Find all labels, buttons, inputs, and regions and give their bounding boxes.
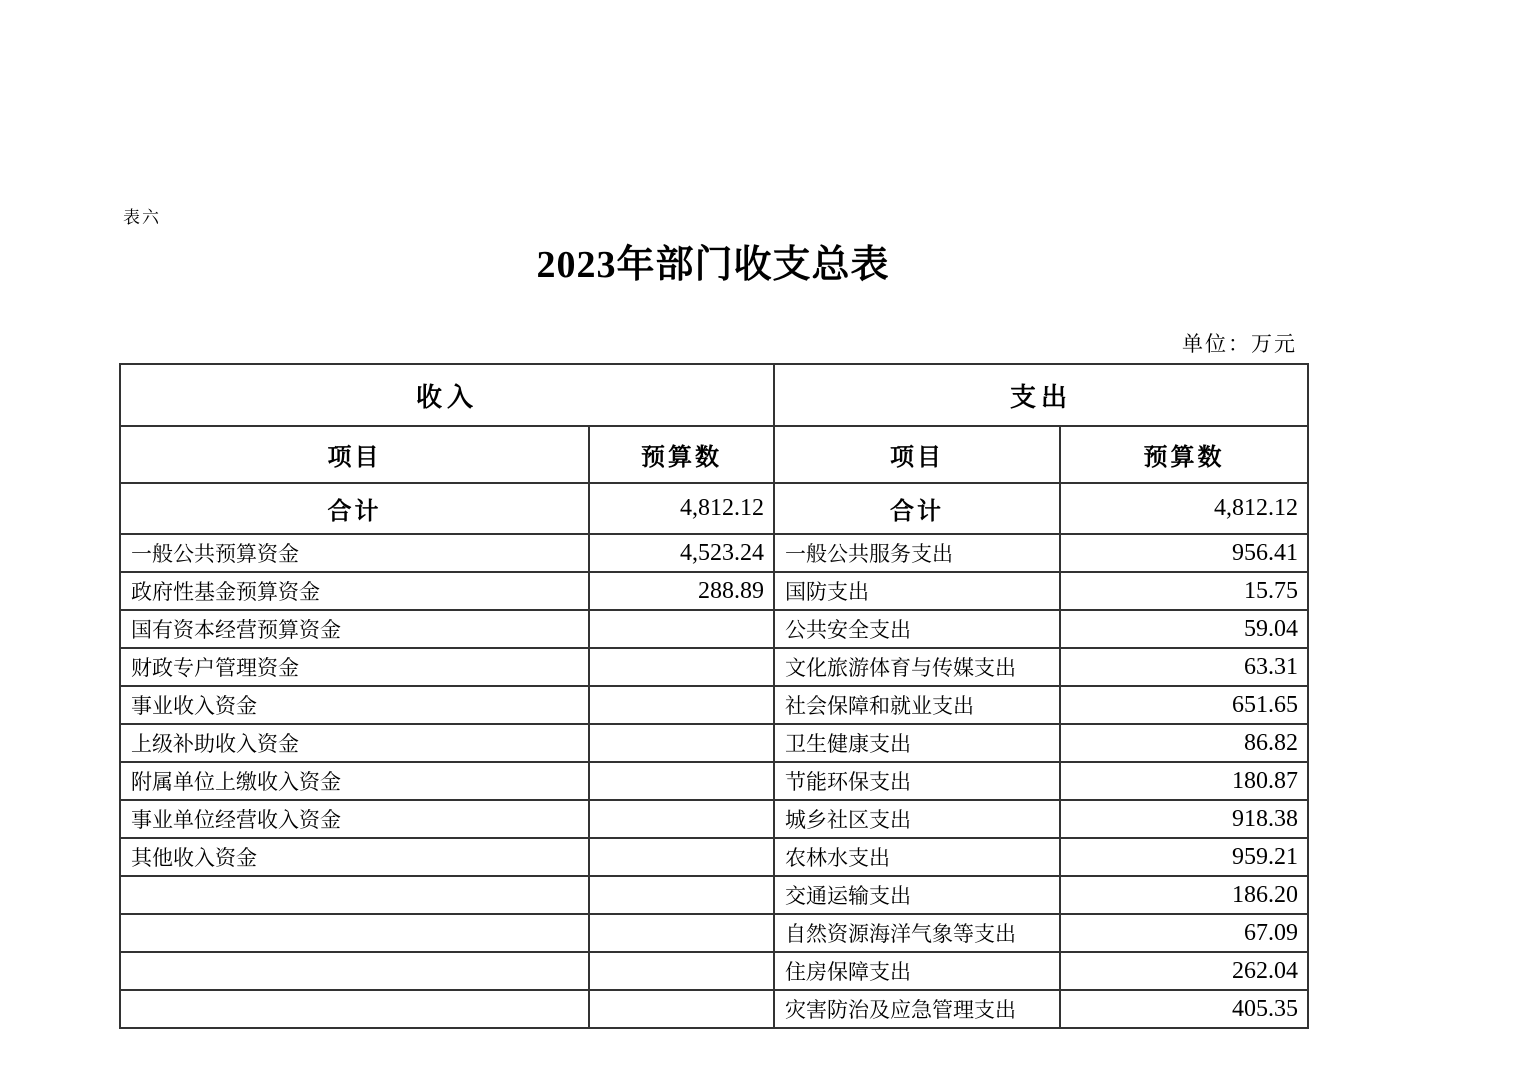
expense-item-cell: 住房保障支出	[774, 952, 1060, 990]
expense-budget-cell: 186.20	[1060, 876, 1308, 914]
income-budget-cell	[589, 610, 774, 648]
expense-item-cell: 卫生健康支出	[774, 724, 1060, 762]
income-item-cell: 事业单位经营收入资金	[120, 800, 589, 838]
income-item-cell: 事业收入资金	[120, 686, 589, 724]
expense-budget-cell: 918.38	[1060, 800, 1308, 838]
income-budget-cell: 4,812.12	[589, 483, 774, 534]
expense-budget-cell: 4,812.12	[1060, 483, 1308, 534]
income-item-cell	[120, 952, 589, 990]
expense-item-cell: 一般公共服务支出	[774, 534, 1060, 572]
table-number-label: 表六	[123, 208, 161, 227]
expense-section-header: 支出	[774, 364, 1308, 426]
income-budget-cell	[589, 762, 774, 800]
expense-item-cell: 城乡社区支出	[774, 800, 1060, 838]
table-row	[120, 762, 1308, 800]
income-item-cell: 国有资本经营预算资金	[120, 610, 589, 648]
income-budget-cell: 288.89	[589, 572, 774, 610]
income-budget-cell	[589, 952, 774, 990]
income-item-cell	[120, 914, 589, 952]
income-budget-cell	[589, 800, 774, 838]
expense-item-cell: 文化旅游体育与传媒支出	[774, 648, 1060, 686]
table-row	[120, 914, 1308, 952]
expense-budget-cell: 956.41	[1060, 534, 1308, 572]
expense-budget-cell: 63.31	[1060, 648, 1308, 686]
unit-note: 单位：万元	[1182, 332, 1297, 356]
income-budget-cell	[589, 838, 774, 876]
income-item-cell: 财政专户管理资金	[120, 648, 589, 686]
expense-budget-cell: 651.65	[1060, 686, 1308, 724]
table-row	[120, 876, 1308, 914]
expense-budget-cell: 86.82	[1060, 724, 1308, 762]
table-row	[120, 534, 1308, 572]
income-item-cell: 上级补助收入资金	[120, 724, 589, 762]
table-row	[120, 572, 1308, 610]
expense-item-cell: 公共安全支出	[774, 610, 1060, 648]
income-item-cell: 附属单位上缴收入资金	[120, 762, 589, 800]
expense-item-cell: 社会保障和就业支出	[774, 686, 1060, 724]
expense-item-cell: 农林水支出	[774, 838, 1060, 876]
table-row	[120, 838, 1308, 876]
income-budget-cell: 4,523.24	[589, 534, 774, 572]
expense-budget-cell: 67.09	[1060, 914, 1308, 952]
table-row	[120, 686, 1308, 724]
section-header-row	[120, 364, 1308, 426]
expense-item-cell: 自然资源海洋气象等支出	[774, 914, 1060, 952]
expense-budget-cell: 59.04	[1060, 610, 1308, 648]
income-item-cell: 政府性基金预算资金	[120, 572, 589, 610]
income-section-header: 收入	[120, 364, 774, 426]
table-row	[120, 724, 1308, 762]
table-row	[120, 990, 1308, 1028]
expense-item-header: 项目	[774, 426, 1060, 483]
income-item-cell	[120, 990, 589, 1028]
income-item-cell: 其他收入资金	[120, 838, 589, 876]
table-row	[120, 800, 1308, 838]
expense-item-cell: 国防支出	[774, 572, 1060, 610]
income-budget-header: 预算数	[589, 426, 774, 483]
expense-budget-cell: 959.21	[1060, 838, 1308, 876]
expense-budget-cell: 15.75	[1060, 572, 1308, 610]
income-item-cell	[120, 876, 589, 914]
column-header-row	[120, 426, 1308, 483]
expense-budget-header: 预算数	[1060, 426, 1308, 483]
income-budget-cell	[589, 724, 774, 762]
expense-item-cell: 交通运输支出	[774, 876, 1060, 914]
table-row	[120, 952, 1308, 990]
page-title: 2023年部门收支总表	[536, 244, 890, 286]
expense-item-cell: 合计	[774, 483, 1060, 534]
income-budget-cell	[589, 876, 774, 914]
expense-item-cell: 节能环保支出	[774, 762, 1060, 800]
table-row	[120, 610, 1308, 648]
total-row	[120, 483, 1308, 534]
income-budget-cell	[589, 914, 774, 952]
table-row	[120, 648, 1308, 686]
income-item-header: 项目	[120, 426, 589, 483]
budget-table	[119, 363, 1309, 1029]
income-item-cell: 合计	[120, 483, 589, 534]
expense-budget-cell: 405.35	[1060, 990, 1308, 1028]
income-budget-cell	[589, 686, 774, 724]
expense-item-cell: 灾害防治及应急管理支出	[774, 990, 1060, 1028]
expense-budget-cell: 262.04	[1060, 952, 1308, 990]
expense-budget-cell: 180.87	[1060, 762, 1308, 800]
income-item-cell: 一般公共预算资金	[120, 534, 589, 572]
income-budget-cell	[589, 990, 774, 1028]
income-budget-cell	[589, 648, 774, 686]
